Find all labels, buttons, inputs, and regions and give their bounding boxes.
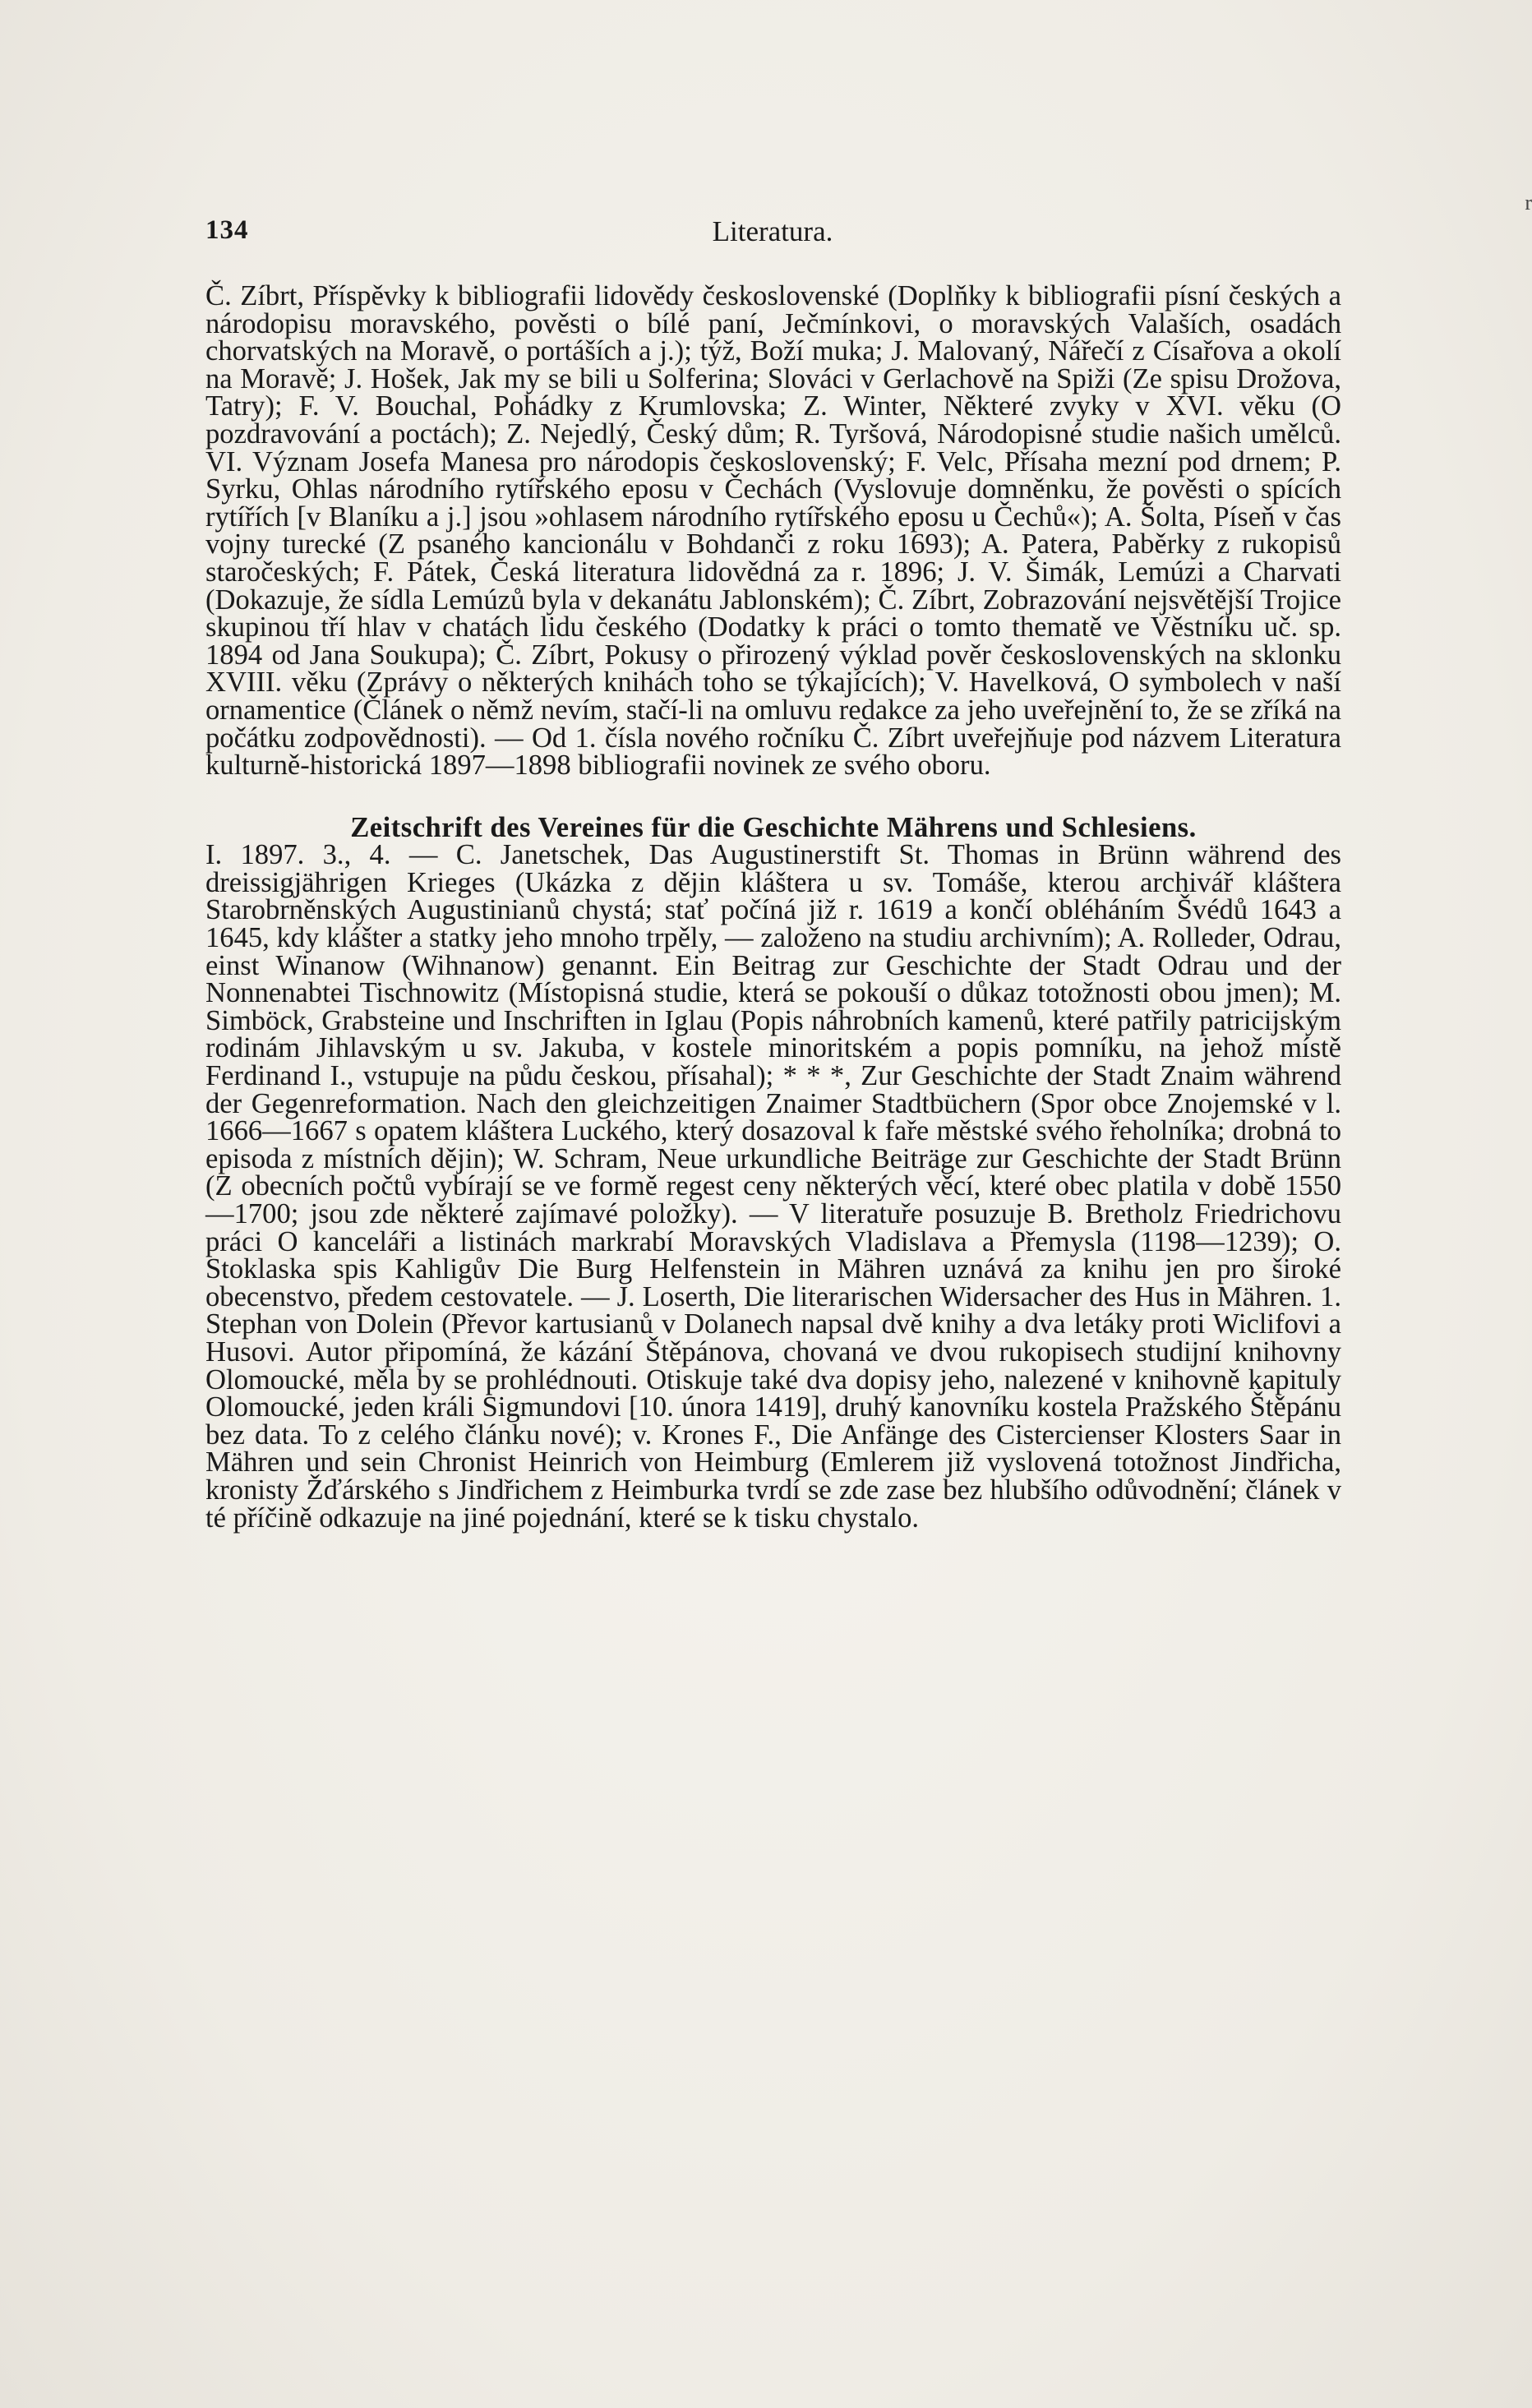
section-zeitschrift-text: I. 1897. 3., 4. — C. Janetschek, Das Augustinerstift St. Thomas in Brünn während des dreissigjährigen Krieges (Ukázka z dějin kláštera u sv. Tomáše, kterou archivář kláštera Starobrněnských Augustinianů chystá; stať počíná již r. 1619 a končí obléháním Švédů 1643 a 1645, kdy klášter a statky jeho mnoho trpěly, — založeno na studiu archivním); A. Rolleder, Odrau, einst Winanow (Wihnanow) genannt. Ein Beitrag zur Geschichte der Stadt Odrau und der Nonnenabtei Tischnowitz (Místopisná studie, která se pokouší o důkaz totožnosti obou jmen); M. Simböck, Grabsteine und Inschriften in Iglau (Popis náhrobních kamenů, které patřily patricijským rodinám Jihlavským u sv. Jakuba, v kostele minoritském a popis pomníku, na jehož místě Ferdinand I., vstupuje na půdu českou, přísahal); * * *, Zur Geschichte der Stadt Znaim während der Gegenreformation. Nach den gleichzeitigen Znaimer Stadtbüchern (Spor obce Znojemské v l. 1666—1667 s opatem kláštera Luckého, který dosazoval k faře městské svého řeholníka; drobná to episoda z místních dějin); W. Schram, Neue urkundliche Beiträge zur Geschichte der Stadt Brünn (Z obecních počtů vybírají se ve formě regest ceny některých věcí, které obec platila v době 1550—1700; jsou zde některé zajímavé položky). — V literatuře posuzuje B. Bretholz Friedrichovu práci O kanceláři a listinách markrabí Moravských Vladislava a Přemysla (1198—1239); O. Stoklaska spis Kahligův Die Burg Helfenstein in Mähren uznává za knihu jen pro široké obecenstvo, předem cestovatele. — J. Loserth, Die literarischen Widersacher des Hus in Mähren. 1. Stephan von Dolein (Převor kartusianů v Dolanech napsal dvě knihy a dva letáky proti Wiclifovi a Husovi. Autor připomíná, že kázání Štěpánova, chovaná ve dvou rukopisech studijní knihovny Olomoucké, měla by se prohlédnouti. Otiskuje také dva dopisy jeho, nalezené v knihovně kapituly Olomoucké, jeden králi Sigmundovi [10. února 1419], druhý kanovníku kostela Pražského Štěpánu bez data. To z celého článku nové); v. Krones F., Die Anfänge des Cistercienser Klosters Saar in Mähren und sein Chronist Heinrich von Heimburg (Emlerem již vyslovená totožnost Jindřicha, kronisty Žďárského s Jindřichem z Heimburka tvrdí se zde zase bez hlubšího odůvodnění; článek v té příčině odkazuje na jiné pojednání, které se k tisku chystalo. (205, 839, 1341, 1534)
section-zibrt-bibliography: Č. Zíbrt, Příspěvky k bibliografii lidovědy československé (Doplňky k bibliografii písní českých a národopisu moravského, pověsti o bílé paní, Ječmínkovi, o moravských Valaších, osadách chorvatských na Moravě, o portáších a j.); týž, Boží muka; J. Malovaný, Nářečí z Císařova a okolí na Moravě; J. Hošek, Jak my se bili u Solferina; Slováci v Gerlachově na Spiži (Ze spisu Drožova, Tatry); F. V. Bouchal, Pohádky z Krumlovska; Z. Winter, Některé zvyky v XVI. věku (O pozdravování a poctách); Z. Nejedlý, Český dům; R. Tyršová, Národopisné studie našich umělců. VI. Význam Josefa Manesa pro národopis československý; F. Velc, Přísaha mezní pod drnem; P. Syrku, Ohlas národního rytířského eposu v Čechách (Vyslovuje domněnku, že pověsti o spících rytířích [v Blaníku a j.] jsou »ohlasem národního rytířského eposu u Čechů«); A. Šolta, Píseň v čas vojny turecké (Z psaného kancionálu v Bohdanči z roku 1693); A. Patera, Paběrky z rukopisů staročeských; F. Pátek, Česká literatura lidovědná za r. 1896; J. V. Šimák, Lemúzi a Charvati (Dokazuje, že sídla Lemúzů byla v dekanátu Jablonském); Č. Zíbrt, Zobrazování nejsvětější Trojice skupinou tří hlav v chatách lidu českého (Dodatky k práci o tomto thematě ve Věstníku uč. sp. 1894 od Jana Soukupa); Č. Zíbrt, Pokusy o přirozený výklad pověr československých na sklonku XVIII. věku (Zprávy o některých knihách toho se týkajících); V. Havelková, O symbolech v naší ornamentice (Článek o němž nevím, stačí-li na omluvu redakce za jeho uveřejnění to, že se zříká na počátku zodpovědnosti). — Od 1. čísla nového ročníku Č. Zíbrt uveřejňuje pod názvem Literatura kulturně-historická 1897—1898 bibliografii novinek ze svého oboru. (205, 280, 1341, 782)
page-number: 134 (205, 215, 249, 245)
page-header (205, 215, 1340, 256)
running-title: Literatura. (712, 215, 833, 247)
section-heading-zeitschrift: Zeitschrift des Vereines für die Geschichte Mährens und Schlesiens. (350, 811, 1197, 843)
page-body (205, 280, 1341, 1534)
edge-mark: r (1525, 191, 1532, 215)
